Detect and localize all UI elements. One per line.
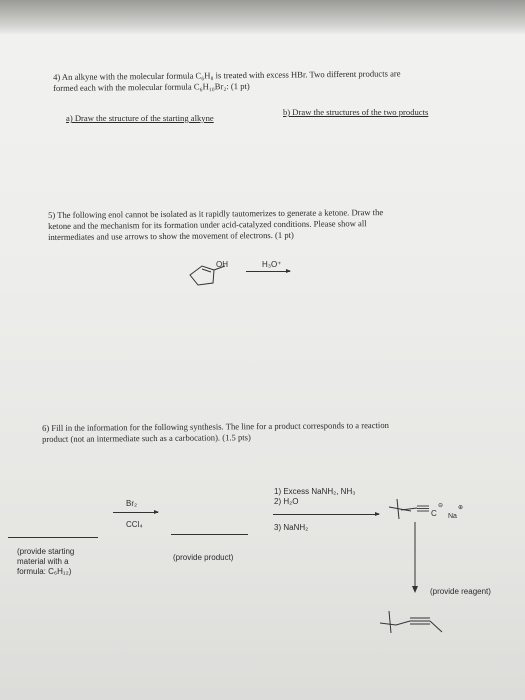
negative-charge-icon: ⊖ bbox=[438, 503, 444, 509]
q6-line2: product (not an intermediate such as a carbocation). (1.5 pts) bbox=[42, 432, 251, 444]
q5-line2: ketone and the mechanism for its formation under acid-catalyzed conditions. Please show all bbox=[48, 218, 367, 231]
q4-stem-line2: formed each with the molecular formula C₆H₁₀Br₂: (1 pt) bbox=[53, 80, 250, 93]
positive-charge-icon: ⊕ bbox=[458, 505, 464, 511]
sodium-label: Na bbox=[448, 513, 457, 520]
ccl4-reagent: CCl₄ bbox=[126, 520, 143, 529]
q5-reagent: H₃O⁺ bbox=[262, 260, 282, 269]
carbanion-c-label: C bbox=[431, 509, 437, 518]
internal-alkyne-structure bbox=[380, 608, 460, 638]
step-h2o: 2) H₂O bbox=[274, 497, 299, 506]
vertical-reaction-arrow bbox=[409, 518, 421, 598]
step2-arrow bbox=[273, 514, 379, 515]
cyclopentenol-structure bbox=[180, 255, 240, 295]
br2-reagent: Br₂ bbox=[126, 499, 138, 508]
starting-material-label-3: formula: C₆H₁₂) bbox=[17, 567, 72, 576]
product-label: (provide product) bbox=[173, 553, 234, 562]
step1-arrow bbox=[113, 512, 158, 513]
q5-line3: intermediates and use arrows to show the movement of electrons. (1 pt) bbox=[48, 229, 294, 242]
starting-material-label-2: material with a bbox=[17, 557, 69, 566]
step-excess-nanh2: 1) Excess NaNH₂, NH₃ bbox=[274, 487, 356, 496]
q5-line1: 5) The following enol cannot be isolated as it rapidly tautomerizes to generate a ketone. Draw the bbox=[48, 207, 384, 220]
enol-oh-label: OH bbox=[216, 260, 228, 269]
q6-line1: 6) Fill in the information for the following synthesis. The line for a product corresponds to a reaction bbox=[42, 419, 389, 433]
starting-material-blank bbox=[8, 537, 98, 538]
reagent-label: (provide reagent) bbox=[430, 587, 491, 596]
q4-stem-line1: 4) An alkyne with the molecular formula C₆H₈ is treated with excess HBr. Two different products are bbox=[53, 68, 401, 82]
step-nanh2: 3) NaNH₂ bbox=[274, 523, 309, 532]
q4-part-a: a) Draw the structure of the starting alkyne bbox=[66, 113, 214, 123]
q5-reaction-arrow bbox=[246, 271, 290, 272]
product-blank bbox=[171, 534, 248, 535]
starting-material-label-1: (provide starting bbox=[17, 547, 75, 556]
q4-part-b: b) Draw the structures of the two products bbox=[283, 107, 429, 117]
page-top-shadow bbox=[0, 0, 525, 34]
